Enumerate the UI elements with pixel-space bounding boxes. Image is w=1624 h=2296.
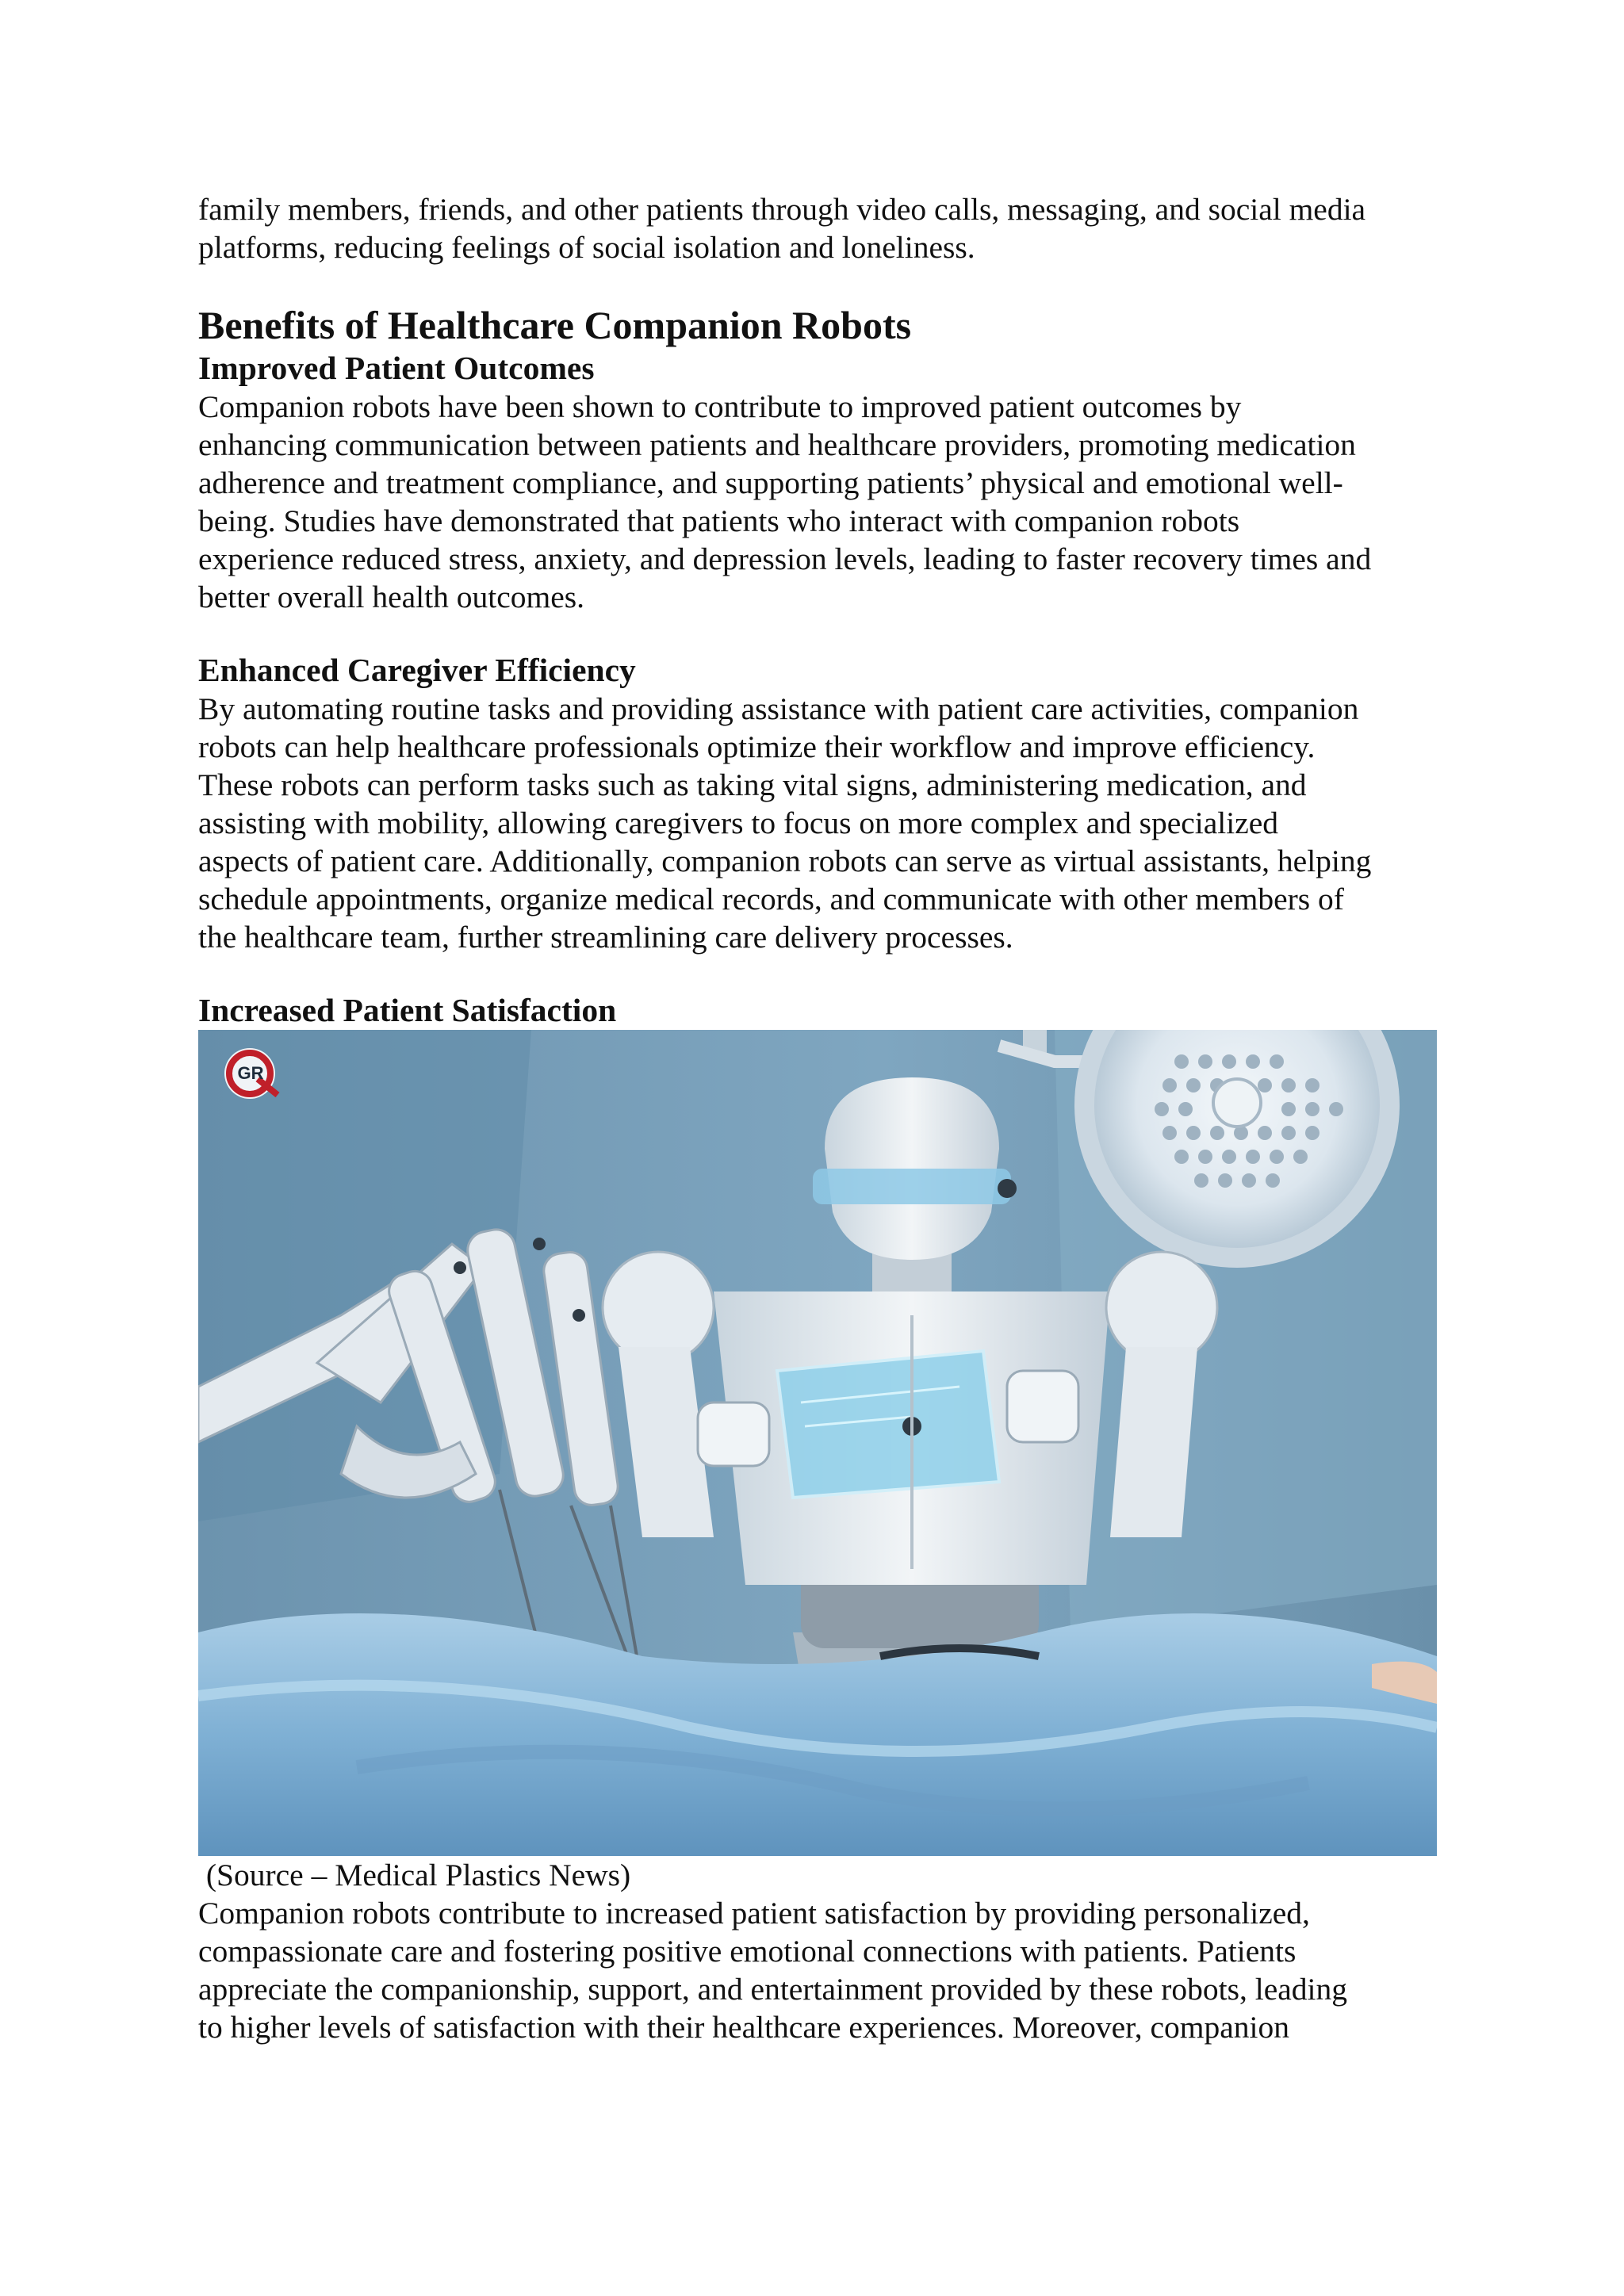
logo-text: GR — [237, 1063, 264, 1083]
text-line: being. Studies have demonstrated that patients who interact with companion robots — [198, 503, 1240, 538]
improved-outcomes-paragraph — [198, 388, 1435, 616]
text-line: These robots can perform tasks such as taking vital signs, administering medication, and — [198, 767, 1307, 802]
text-line: By automating routine tasks and providing assistance with patient care activities, companion — [198, 691, 1359, 726]
intro-paragraph — [198, 190, 1435, 266]
image-caption: (Source – Medical Plastics News) — [198, 1858, 631, 1892]
caregiver-efficiency-paragraph — [198, 690, 1435, 956]
document-page — [198, 190, 1435, 2046]
text-line: compassionate care and fostering positive emotional connections with patients. Patients — [198, 1934, 1297, 1969]
patient-satisfaction-paragraph — [198, 1894, 1435, 2046]
text-line: Companion robots have been shown to contribute to improved patient outcomes by — [198, 389, 1242, 424]
text-line: enhancing communication between patients and healthcare providers, promoting medication — [198, 427, 1356, 462]
text-line: platforms, reducing feelings of social isolation and loneliness. — [198, 230, 975, 265]
text-line: appreciate the companionship, support, and entertainment provided by these robots, leading — [198, 1972, 1348, 2007]
text-line: adherence and treatment compliance, and supporting patients’ physical and emotional well- — [198, 465, 1343, 500]
text-line: assisting with mobility, allowing caregivers to focus on more complex and specialized — [198, 806, 1279, 840]
text-line: the healthcare team, further streamlining care delivery processes. — [198, 920, 1013, 955]
text-line: Companion robots contribute to increased patient satisfaction by providing personalized, — [198, 1896, 1310, 1931]
robot-surgery-illustration — [198, 1030, 1437, 1856]
subheading-caregiver-efficiency: Enhanced Caregiver Efficiency — [198, 652, 636, 688]
text-line: schedule appointments, organize medical records, and communicate with other members of — [198, 882, 1344, 916]
text-line: to higher levels of satisfaction with their healthcare experiences. Moreover, companion — [198, 2010, 1290, 2045]
text-line: experience reduced stress, anxiety, and depression levels, leading to faster recovery times and — [198, 541, 1372, 576]
subheading-patient-satisfaction: Increased Patient Satisfaction — [198, 992, 617, 1028]
text-line: family members, friends, and other patients through video calls, messaging, and social media — [198, 192, 1366, 227]
robot-surgery-image — [198, 1030, 1437, 1856]
section-heading: Benefits of Healthcare Companion Robots — [198, 303, 912, 347]
subheading-improved-outcomes: Improved Patient Outcomes — [198, 350, 595, 386]
text-line: aspects of patient care. Additionally, companion robots can serve as virtual assistants, helping — [198, 844, 1372, 878]
text-line: better overall health outcomes. — [198, 580, 584, 614]
text-line: robots can help healthcare professionals optimize their workflow and improve efficiency. — [198, 729, 1316, 764]
